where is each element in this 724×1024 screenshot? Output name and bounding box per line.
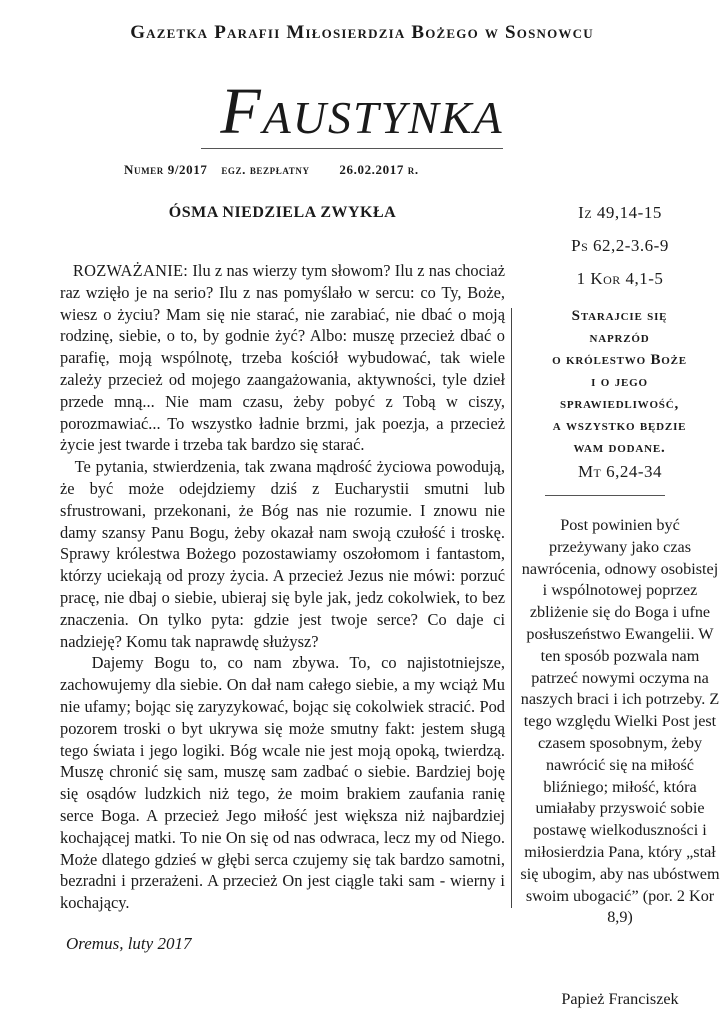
article-body (60, 260, 505, 914)
article-paragraph-text: Dajemy Bogu to, co nam zbywa. To, co najistotniejsze, zachowujemy dla siebie. On dał nam całego siebie, a my wciąż Mu nie ufamy; bojąc się zaryzykować, bojąc się cokolwiek stracić. Pod pozorem troski o byt ukrywa się może smutny fakt: jestem sługą tego świata i jego logiki. Bóg wcale nie jest moją opoką, twierdzą. Muszę chronić się sam, muszę sam zadbać o siebie. Bardziej boję się osądów ludzkich niż tego, że moim brakiem zaufania ranię serce Boga. A przecież Jego miłość jest większa niż najbardziej kochającej matki. To nie On się od nas odwraca, lecz my od Niego. Może dlatego gdzieś w głębi serca czujemy się tak bardzo samotni, bezradni i przerażeni. A przecież On jest ciągle taki sam - wierny i kochający. (60, 653, 506, 913)
article-paragraph-text: Te pytania, stwierdzenia, tak zwana mądrość życiowa powodują, że być może odejdziemy dziś z Eucharystii smutni lub sfrustrowani, przekonani, że Bóg nas nie rozumie. I znowu nie damy szansy Panu Bogu, żeby okazał nam swoją czułość i troskę. Sprawy królestwa Bożego pozostawiamy oszołomom i fantastom, którzy uciekają od prozy życia. A przecież Jezus nie mówi: porzuć pracę, nie dbaj o siebie, ubieraj się byle jak, jedz cokolwiek, to bez znaczenia. On tylko pyta: gdzie jest twoje serce? Co daje ci nadzieję? Komu tak naprawdę służysz? (60, 457, 506, 651)
quote-line: sprawiedliwość, (559, 396, 680, 412)
column-divider (511, 308, 512, 908)
quote-reference: Mt 6,24-34 (577, 462, 663, 481)
quote-line: a wszystko będzie (552, 418, 687, 434)
reading-item: 1 Kor 4,1-5 (576, 269, 664, 288)
article-heading: ÓSMA NIEDZIELA ZWYKŁA (168, 204, 397, 221)
papal-signature: Papież Franciszek (561, 990, 679, 1008)
header-divider (201, 148, 503, 149)
article-paragraph (60, 652, 505, 914)
quote-line: Starajcie się (571, 308, 668, 324)
issue-line (124, 162, 419, 178)
papal-message: Post powinien być przeżywany jako czas nawrócenia, odnowy osobistej i wspólnotowej poprzez zbliżenie się do Boga i ufne posłuszeństwo Ewangelii. W ten sposób pozwala nam patrzeć nowymi oczyma na naszych braci i ich potrzeby. Z tego względu Wielki Post jest czasem sposobnym, żeby nawrócić się na miłość bliźniego; miłość, która umiałaby przyswoić sobie postawę wielkoduszności i miłosierdzia Pana, który „stał się ubogim, aby nas ubóstwem swoim ubogacić” (por. 2 Kor 8,9) (520, 516, 720, 927)
reading-item: Ps 62,2-3.6-9 (571, 236, 669, 255)
quote-line: wam dodane. (573, 440, 666, 456)
issue-number: Numer 9/2017 (124, 162, 208, 177)
reading-item: Iz 49,14-15 (578, 203, 662, 222)
readings (530, 200, 710, 299)
article-signature: Oremus, luty 2017 (66, 934, 192, 953)
gospel-quote (517, 305, 722, 459)
parish-name: Gazetka Parafii Miłosierdzia Bożego w Sosnowcu (130, 22, 594, 43)
article-paragraph (60, 260, 505, 456)
article-lead: ROZWAŻANIE: (72, 261, 189, 280)
issue-free: egz. bezpłatny (221, 162, 310, 177)
article-paragraph-text: Ilu z nas wierzy tym słowom? Ilu z nas chociaż raz wzięło je na serio? Ilu z nas pomyślało w sercu: co Ty, Boże, wiesz o życiu? Mam się nie starać, nie zarabiać, nie dbać o moją rodzinę, siebie, o to, by godnie żyć? Albo: muszę przecież dbać o parafię, moją wspólnotę, trzeba kościół wybudować, tak wiele zależy przecież od mojego zaangażowania, aktywności, tyle dzieł przede mną... Nie mam czasu, żeby pobyć z Tobą w ciszy, porozmawiać... To wszystko ładnie brzmi, jak poezja, a przecież życie jest twarde i trzeba tak bardzo się starać. (60, 261, 505, 455)
quote-line: i o jego (591, 374, 648, 390)
sidebar-divider (545, 495, 665, 496)
issue-date: 26.02.2017 r. (339, 162, 419, 177)
newsletter-title: Faustynka (220, 75, 504, 148)
article-paragraph (60, 456, 505, 652)
quote-line: o królestwo Boże (552, 352, 687, 368)
quote-line: naprzód (589, 330, 650, 346)
